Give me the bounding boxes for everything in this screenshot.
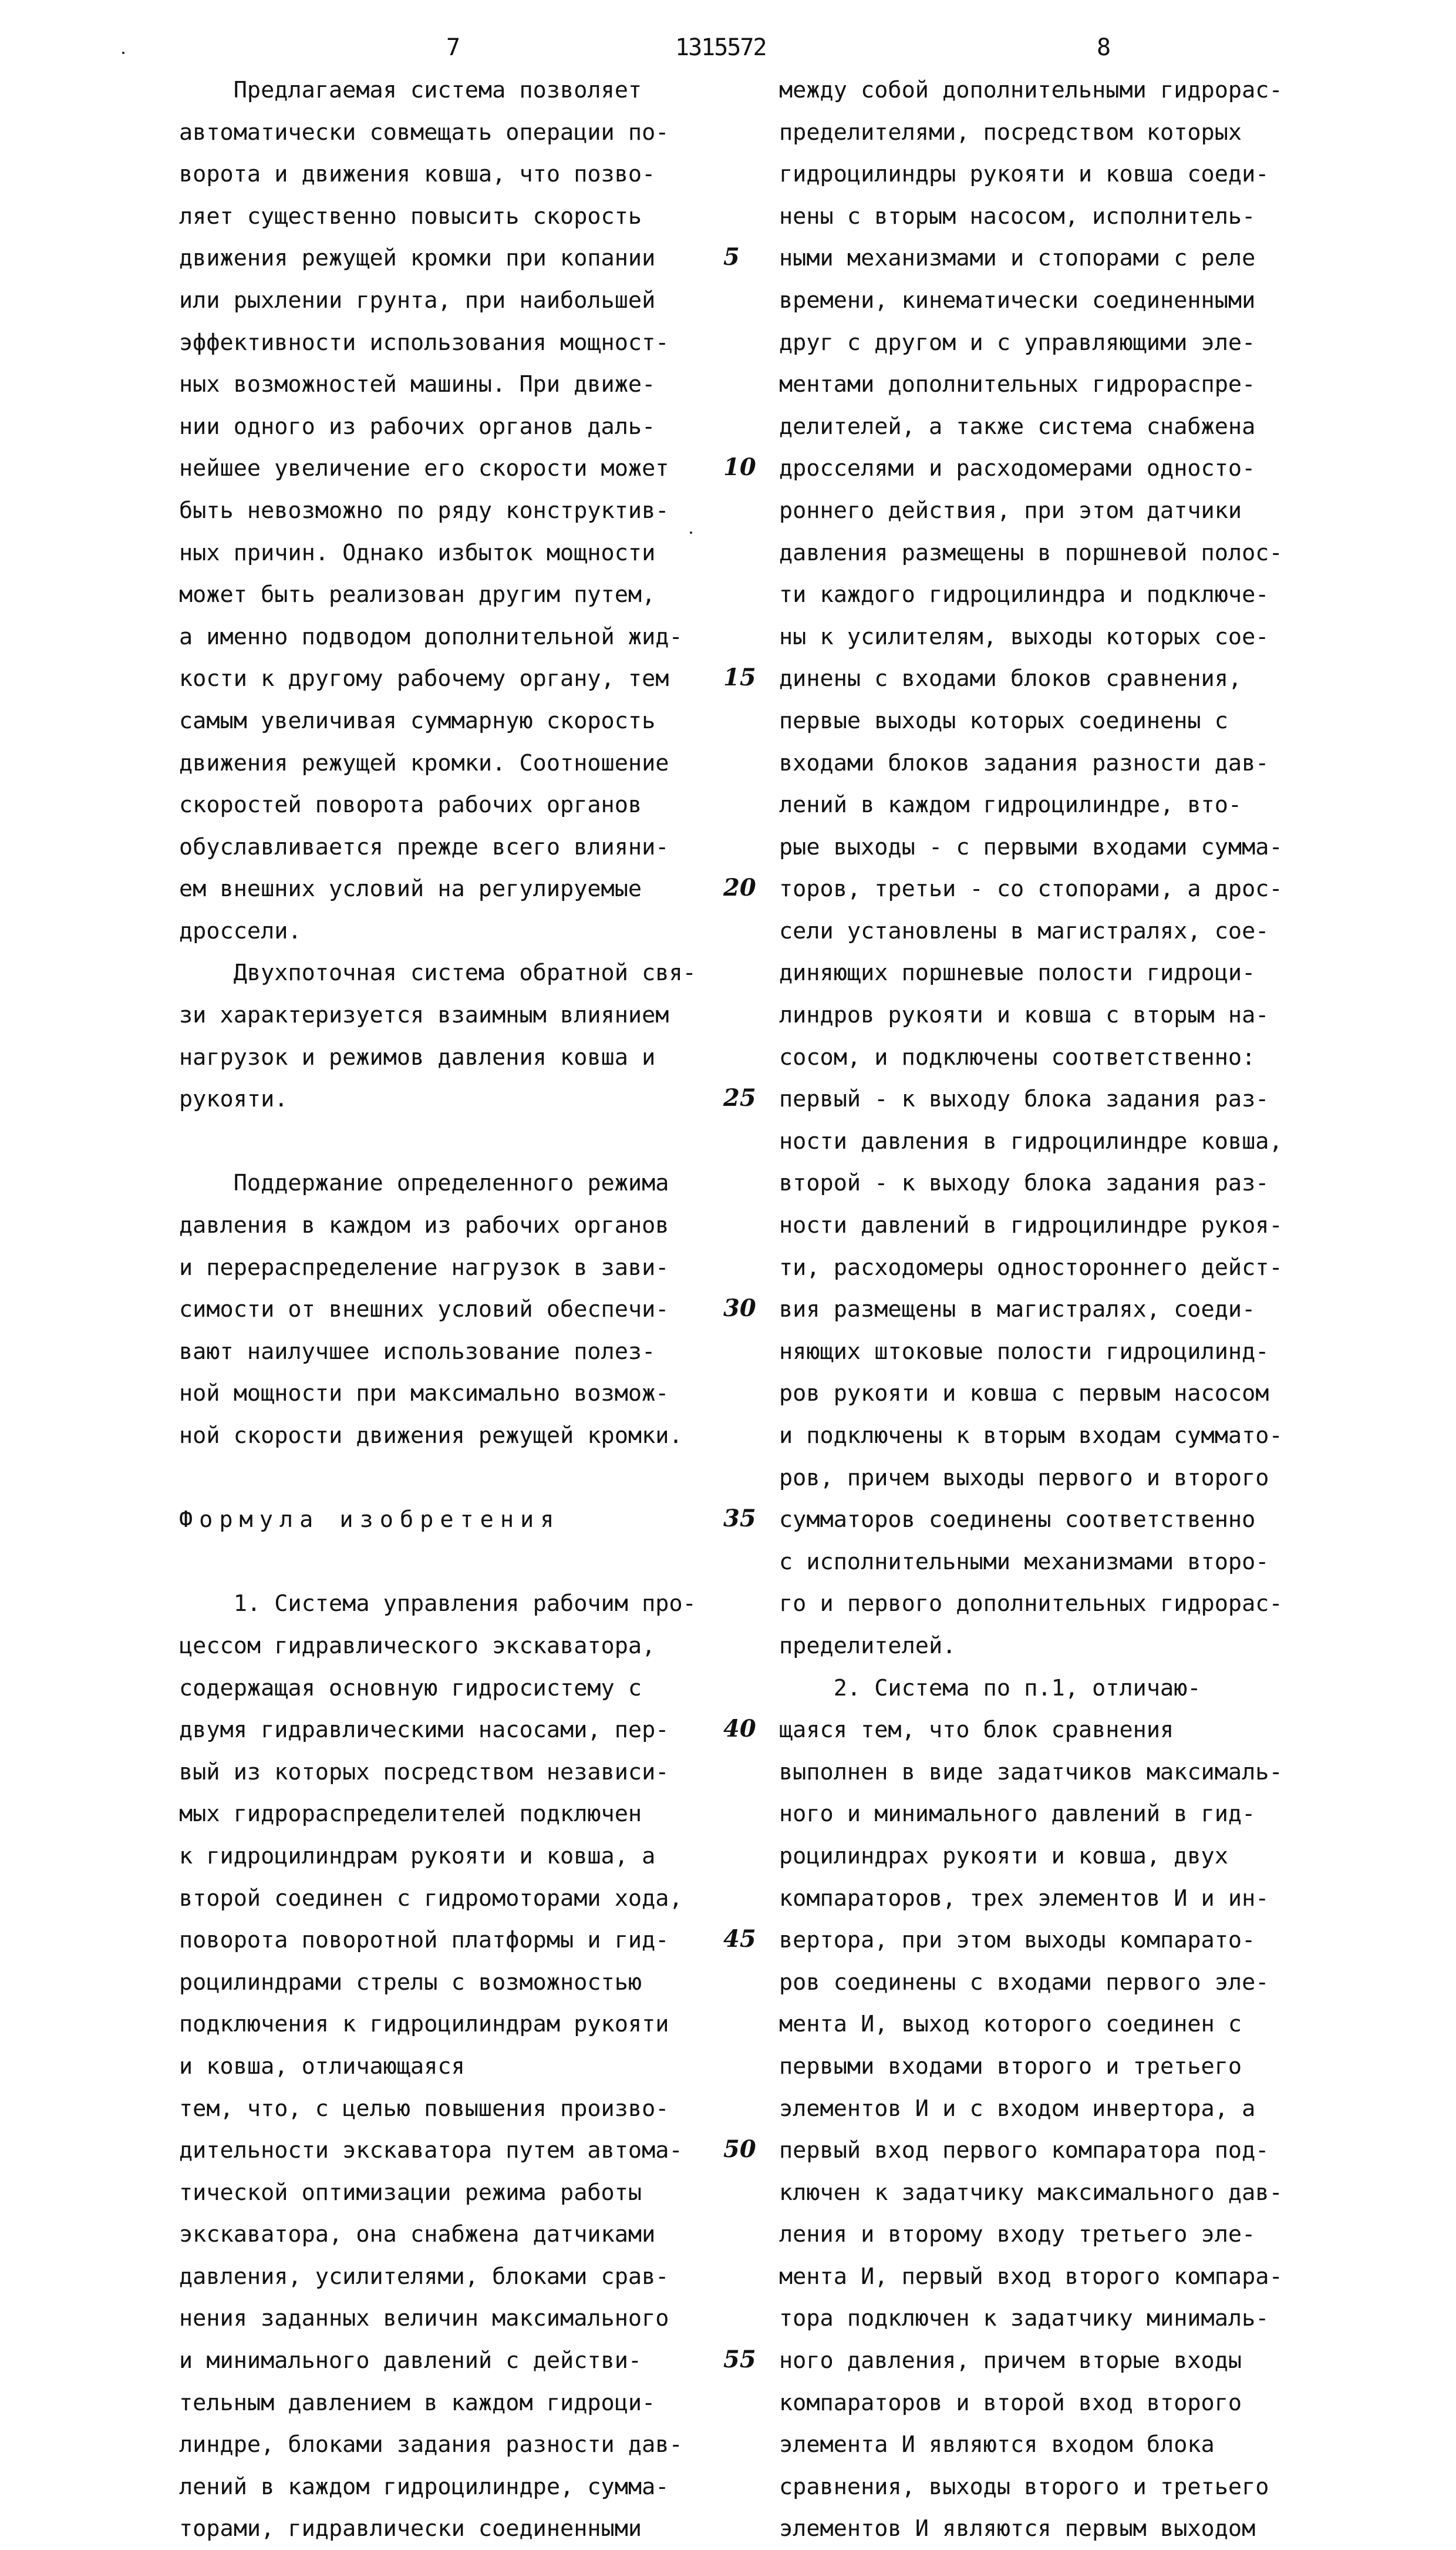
text-line: а именно подводом дополнительной жид- [179, 616, 743, 658]
text-line: цессом гидравлического экскаватора, [179, 1625, 743, 1667]
text-line: дросселями и расходомерами односто- [779, 448, 1354, 490]
text-line: ных возможностей машины. При движе- [179, 364, 743, 406]
text-line: торов, третьи - со стопорами, а дрос- [779, 868, 1354, 910]
text-line: нены с вторым насосом, исполнитель- [779, 196, 1354, 238]
text-line: ными механизмами и стопорами с реле [779, 237, 1354, 280]
text-line: содержащая основную гидросистему с [179, 1667, 743, 1710]
text-line: мента И, первый вход второго компара- [779, 2256, 1354, 2298]
text-line: или рыхлении грунта, при наибольшей [179, 280, 743, 322]
line-number: 35 [723, 1505, 756, 1532]
text-line: эффективности использования мощност- [179, 322, 743, 364]
text-line: рые выходы - с первыми входами сумма- [779, 826, 1354, 869]
text-line: роннего действия, при этом датчики [779, 490, 1354, 532]
text-line: линдров рукояти и ковша с вторым на- [779, 994, 1354, 1037]
right-text-column [779, 69, 1354, 2550]
text-line: Предлагаемая система позволяет [179, 69, 743, 112]
line-number: 25 [723, 1084, 756, 1112]
text-line: зи характеризуется взаимным влиянием [179, 994, 743, 1037]
text-line: торами, гидравлически соединенными [179, 2508, 743, 2550]
text-line: входами блоков задания разности дав- [779, 742, 1354, 785]
text-line: ного давления, причем вторые входы [779, 2340, 1354, 2382]
text-line: и подключены к вторым входам суммато- [779, 1415, 1354, 1457]
text-line: лений в каждом гидроцилиндре, вто- [779, 784, 1354, 826]
text-line: ем внешних условий на регулируемые [179, 868, 743, 910]
text-line: мента И, выход которого соединен с [779, 2003, 1354, 2046]
text-line: ной мощности при максимально возмож- [179, 1372, 743, 1415]
text-line: ти каждого гидроцилиндра и подключе- [779, 574, 1354, 616]
text-line: ров, причем выходы первого и второго [779, 1457, 1354, 1499]
text-line: поворота поворотной платформы и гид- [179, 1919, 743, 1962]
text-line: может быть реализован другим путем, [179, 574, 743, 616]
text-line: двумя гидравлическими насосами, пер- [179, 1709, 743, 1751]
text-line: го и первого дополнительных гидрорас- [779, 1583, 1354, 1625]
text-line: тической оптимизации режима работы [179, 2172, 743, 2214]
text-line: скоростей поворота рабочих органов [179, 784, 743, 826]
text-line: вертора, при этом выходы компарато- [779, 1919, 1354, 1962]
text-line: диняющих поршневые полости гидроци- [779, 952, 1354, 994]
text-line: первый вход первого компаратора под- [779, 2130, 1354, 2172]
text-line: нагрузок и режимов давления ковша и [179, 1037, 743, 1079]
line-number: 50 [723, 2135, 756, 2163]
text-line: динены с входами блоков сравнения, [779, 658, 1354, 700]
text-line: делителей, а также система снабжена [779, 406, 1354, 448]
text-line: рукояти. [179, 1078, 743, 1121]
text-line: ных причин. Однако избыток мощности [179, 532, 743, 574]
text-line: выполнен в виде задатчиков максималь- [779, 1751, 1354, 1794]
text-line: Двухпоточная система обратной свя- [179, 952, 743, 994]
text-line: вый из которых посредством независи- [179, 1751, 743, 1794]
text-line: компараторов и второй вход второго [779, 2382, 1354, 2424]
text-line: сумматоров соединены соответственно [779, 1499, 1354, 1541]
text-line: ного и минимального давлений в гид- [779, 1793, 1354, 1835]
text-line: ти, расходомеры одностороннего дейст- [779, 1247, 1354, 1289]
line-number: 45 [723, 1925, 756, 1953]
text-line: 2. Система по п.1, отличаю- [779, 1667, 1354, 1710]
text-line: ментами дополнительных гидрораспре- [779, 364, 1354, 406]
text-line: вают наилучшее использование полез- [179, 1331, 743, 1373]
text-line: обуславливается прежде всего влияни- [179, 826, 743, 869]
text-line: элементов И и с входом инвертора, а [779, 2088, 1354, 2130]
text-line: компараторов, трех элементов И и ин- [779, 1878, 1354, 1920]
text-line: давления, усилителями, блоками срав- [179, 2256, 743, 2298]
text-line: пределителей. [779, 1625, 1354, 1667]
text-line: мых гидрораспределителей подключен [179, 1793, 743, 1835]
text-line: кости к другому рабочему органу, тем [179, 658, 743, 700]
text-line: и минимального давлений с действи- [179, 2340, 743, 2382]
text-line: времени, кинематически соединенными [779, 280, 1354, 322]
page-number-left: 7 [446, 34, 460, 61]
text-line: няющих штоковые полости гидроцилинд- [779, 1331, 1354, 1373]
text-line: элементов И являются первым выходом [779, 2508, 1354, 2550]
text-line: друг с другом и с управляющими эле- [779, 322, 1354, 364]
text-line: сосом, и подключены соответственно: [779, 1037, 1354, 1079]
patent-number: 1315572 [675, 34, 766, 61]
text-line: к гидроцилиндрам рукояти и ковша, а [179, 1835, 743, 1878]
text-line: подключения к гидроцилиндрам рукояти [179, 2003, 743, 2046]
text-line: ления и второму входу третьего эле- [779, 2213, 1354, 2256]
scan-speck [122, 52, 124, 54]
text-line: самым увеличивая суммарную скорость [179, 700, 743, 742]
text-line: Поддержание определенного режима [179, 1162, 743, 1205]
text-line: первые выходы которых соединены с [779, 700, 1354, 742]
text-line: Формула изобретения [179, 1499, 743, 1541]
text-line: роцилиндрами стрелы с возможностью [179, 1962, 743, 2004]
text-line: и перераспределение нагрузок в зави- [179, 1247, 743, 1289]
line-number: 10 [723, 453, 756, 481]
text-line: давления в каждом из рабочих органов [179, 1205, 743, 1247]
text-line: между собой дополнительными гидрорас- [779, 69, 1354, 112]
text-line: ности давлений в гидроцилиндре рукоя- [779, 1205, 1354, 1247]
text-line [179, 1457, 743, 1499]
text-line: пределителями, посредством которых [779, 112, 1354, 154]
text-line: элемента И являются входом блока [779, 2424, 1354, 2466]
text-line: гидроцилиндры рукояти и ковша соеди- [779, 153, 1354, 196]
scan-speck [690, 531, 692, 534]
text-line: быть невозможно по ряду конструктив- [179, 490, 743, 532]
text-line: автоматически совмещать операции по- [179, 112, 743, 154]
line-number: 30 [723, 1294, 756, 1322]
text-line: нии одного из рабочих органов даль- [179, 406, 743, 448]
text-line: нения заданных величин максимального [179, 2297, 743, 2340]
line-number: 55 [723, 2346, 756, 2373]
text-line [179, 1541, 743, 1583]
text-line: первый - к выходу блока задания раз- [779, 1078, 1354, 1121]
text-line: второй соединен с гидромоторами хода, [179, 1878, 743, 1920]
text-line: движения режущей кромки при копании [179, 237, 743, 280]
line-number: 15 [723, 664, 756, 691]
text-line: движения режущей кромки. Соотношение [179, 742, 743, 785]
text-line: 1. Система управления рабочим про- [179, 1583, 743, 1625]
text-line: и ковша, отличающаяся [179, 2046, 743, 2088]
text-line: вия размещены в магистралях, соеди- [779, 1289, 1354, 1331]
page-number-right: 8 [1097, 34, 1111, 61]
text-line: дроссели. [179, 910, 743, 953]
text-line: экскаватора, она снабжена датчиками [179, 2213, 743, 2256]
text-line: линдре, блоками задания разности дав- [179, 2424, 743, 2466]
text-line: ляет существенно повысить скорость [179, 196, 743, 238]
text-line: тем, что, с целью повышения произво- [179, 2088, 743, 2130]
text-line: ной скорости движения режущей кромки. [179, 1415, 743, 1457]
text-line: второй - к выходу блока задания раз- [779, 1162, 1354, 1205]
text-line: роцилиндрах рукояти и ковша, двух [779, 1835, 1354, 1878]
text-line: ны к усилителям, выходы которых сое- [779, 616, 1354, 658]
scan-speck [922, 2029, 924, 2031]
text-line: тора подключен к задатчику минималь- [779, 2297, 1354, 2340]
text-line: ключен к задатчику максимального дав- [779, 2172, 1354, 2214]
text-line: дительности экскаватора путем автома- [179, 2130, 743, 2172]
text-line: давления размещены в поршневой полос- [779, 532, 1354, 574]
text-line: тельным давлением в каждом гидроци- [179, 2382, 743, 2424]
text-line [179, 1121, 743, 1163]
text-line: нейшее увеличение его скорости может [179, 448, 743, 490]
text-line: ров рукояти и ковша с первым насосом [779, 1372, 1354, 1415]
text-line: с исполнительными механизмами второ- [779, 1541, 1354, 1583]
line-number: 40 [723, 1715, 756, 1742]
line-number: 20 [723, 874, 756, 901]
text-line: симости от внешних условий обеспечи- [179, 1289, 743, 1331]
text-line: ворота и движения ковша, что позво- [179, 153, 743, 196]
line-number: 5 [723, 243, 740, 271]
text-line: ности давления в гидроцилиндре ковша, [779, 1121, 1354, 1163]
text-line: сравнения, выходы второго и третьего [779, 2466, 1354, 2508]
left-text-column [179, 69, 743, 2550]
patent-page [0, 0, 1456, 2060]
text-line: щаяся тем, что блок сравнения [779, 1709, 1354, 1751]
text-line: лений в каждом гидроцилиндре, сумма- [179, 2466, 743, 2508]
text-line: ров соединены с входами первого эле- [779, 1962, 1354, 2004]
text-line: сели установлены в магистралях, сое- [779, 910, 1354, 953]
text-line: первыми входами второго и третьего [779, 2046, 1354, 2088]
